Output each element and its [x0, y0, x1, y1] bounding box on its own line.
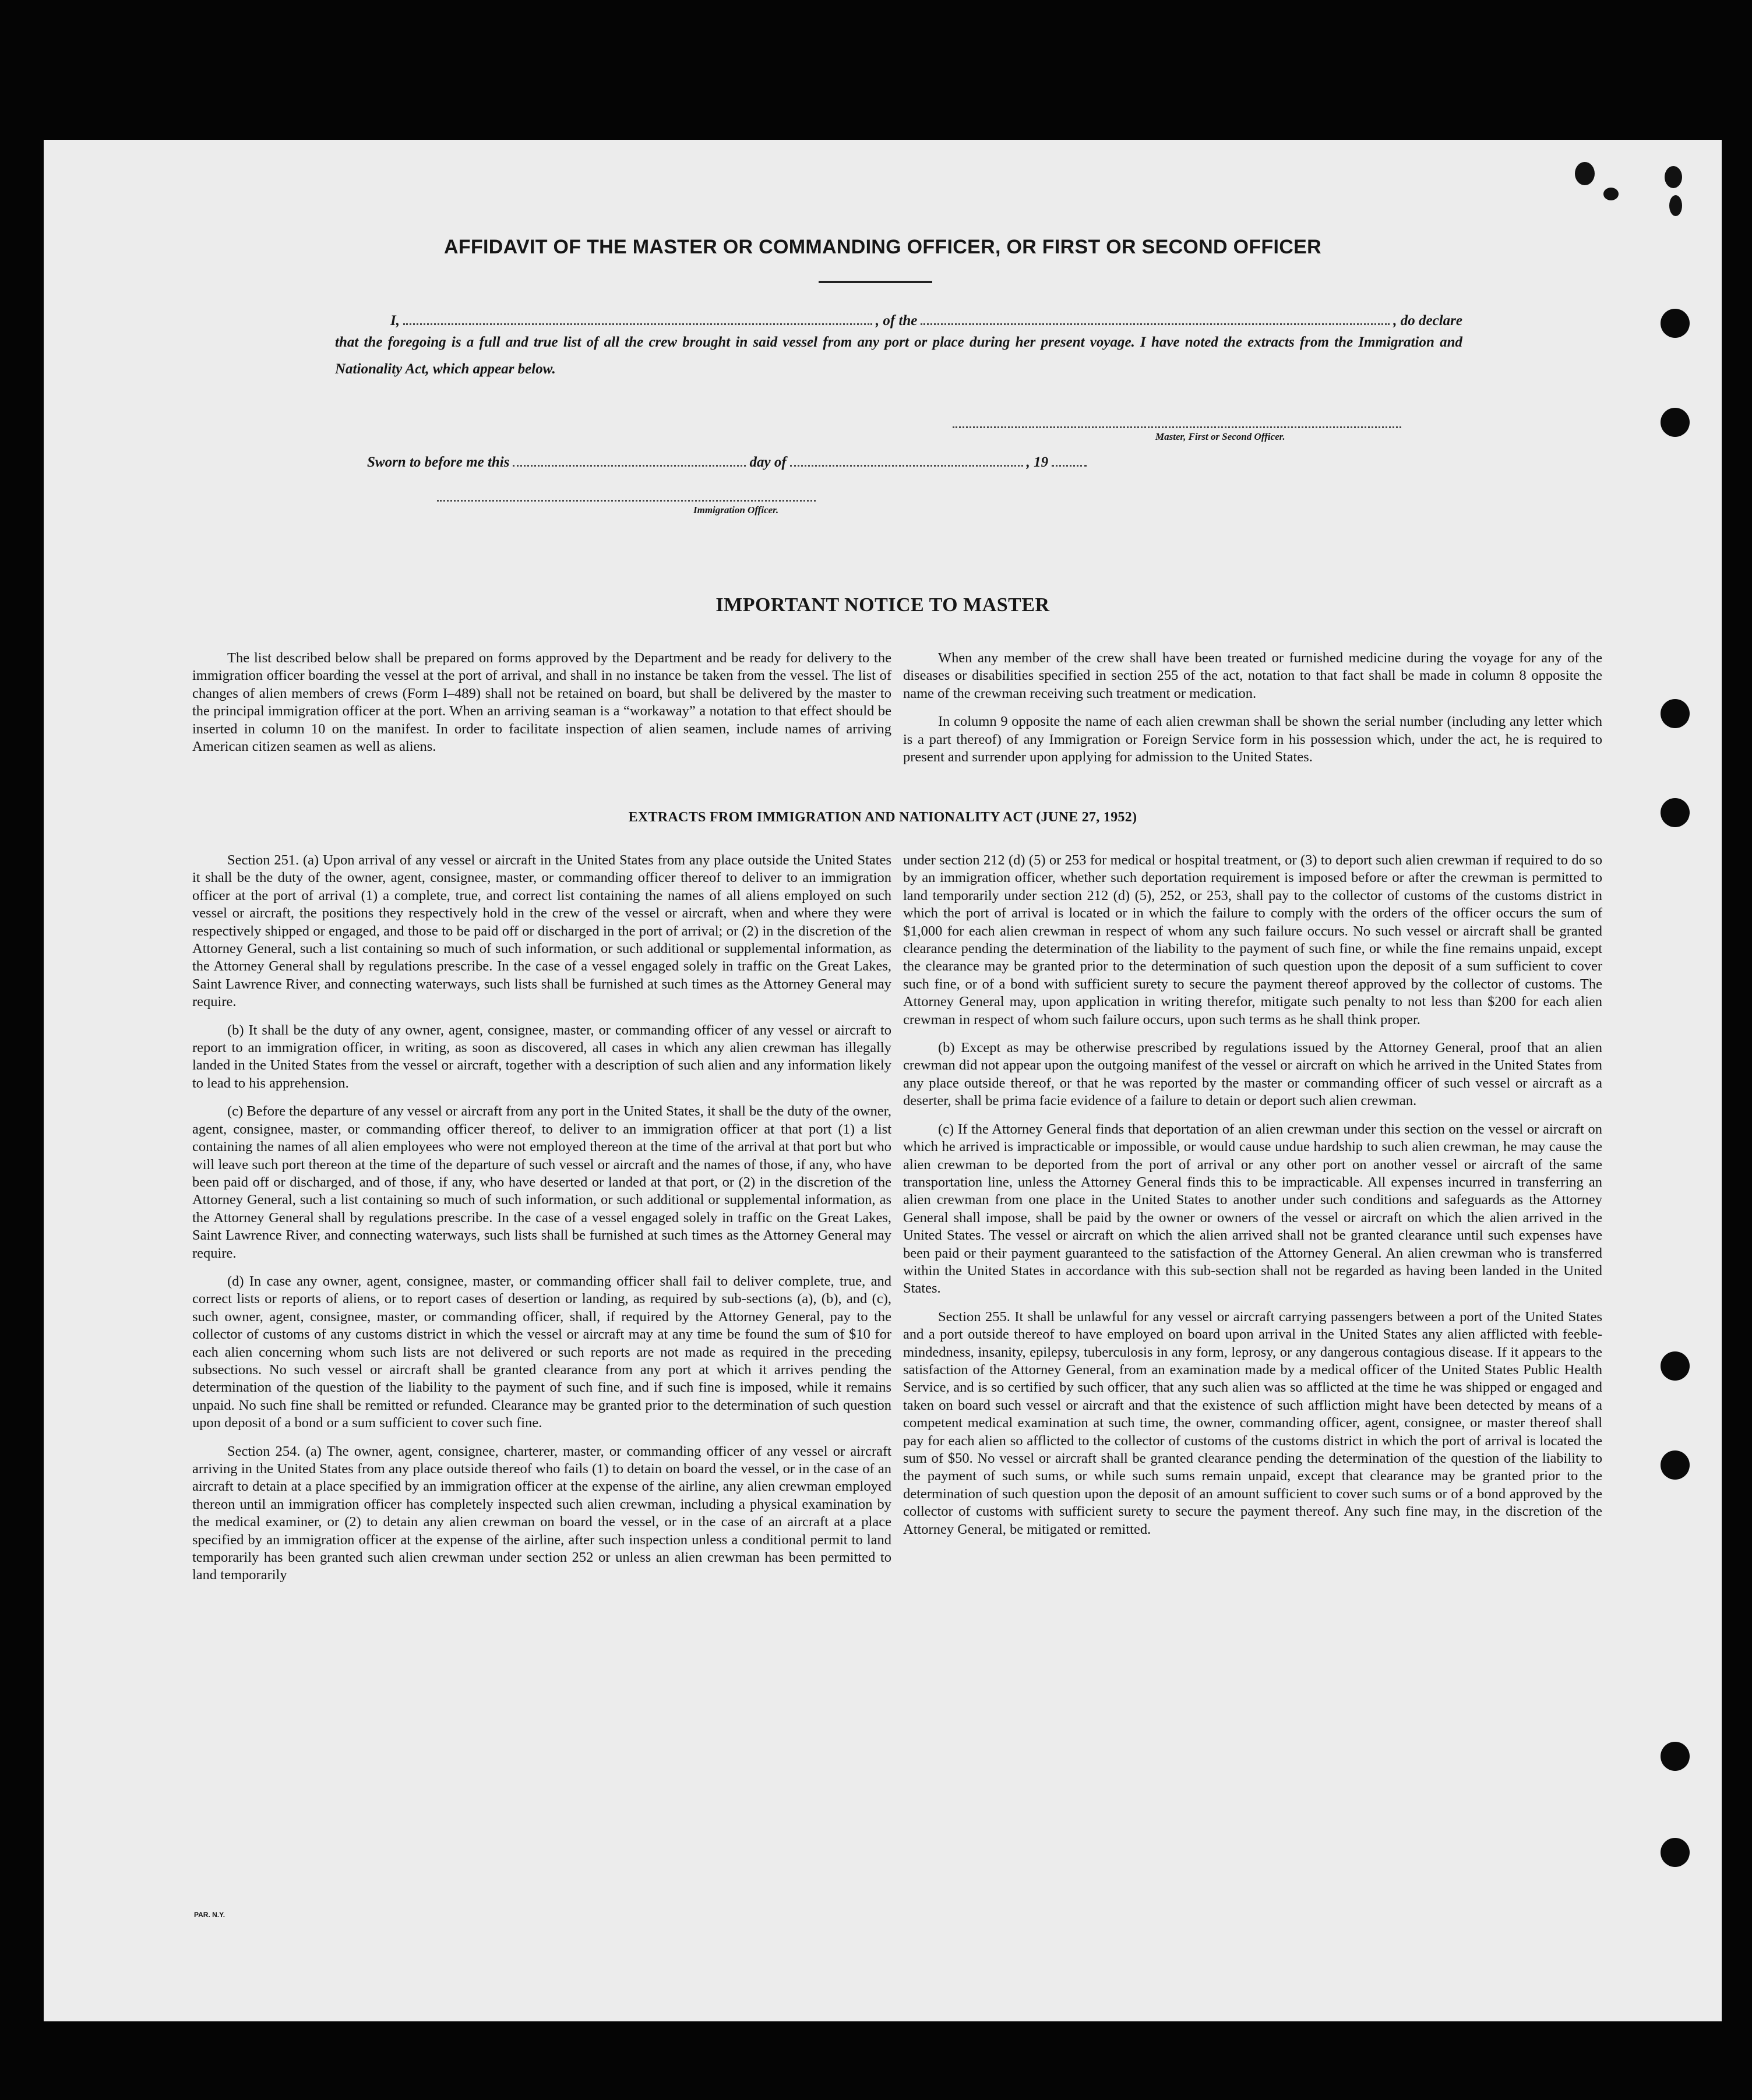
punch-hole [1661, 1742, 1690, 1771]
declarant-name-field[interactable] [403, 312, 872, 325]
vessel-name-field[interactable] [921, 312, 1390, 325]
document-page [44, 140, 1722, 2021]
section-251d: (d) In case any owner, agent, consignee, master, or commanding officer shall fail to deliver complete, true, and correct lists or reports of aliens, or to report cases of desertion or landing, as required by sub-sections (a), (b), and (c), such owner, agent, consignee, master, or commanding officer, shall, if required by the Attorney General, pay to the collector of customs of any customs district in which the vessel or aircraft may at any time be found the sum of $10 for each alien concerning whom such lists are not delivered or such reports are not made as required in the preceding subsections. No such vessel or aircraft shall be granted clearance from any port at which it arrives pending the determination of the question of the liability to the payment of such fine, and if such fine is imposed, while it remains unpaid. No such fine shall be remitted or refunded. Clearance may be granted prior to the determination of such question upon deposit of a bond or a sum sufficient to cover such fine. [192, 1273, 891, 1431]
notice-left-column [192, 650, 891, 756]
ink-blot [1665, 166, 1682, 188]
extracts-right-column [903, 852, 1602, 1538]
of-the-label: , of the [875, 313, 918, 329]
master-signature-line[interactable] [953, 426, 1401, 428]
punch-hole [1661, 408, 1690, 437]
punch-hole [1661, 309, 1690, 338]
notice-title: IMPORTANT NOTICE TO MASTER [715, 594, 1050, 616]
do-declare-label: , do declare [1393, 313, 1463, 329]
section-251b: (b) It shall be the duty of any owner, agent, consignee, master, or commanding officer of any vessel or aircraft to report to an immigration officer, in writing, as soon as discovered, all cases in which any alien crewman has illegally landed in the United States from the vessel or aircraft, together with a description of such alien and any information likely to lead to his apprehension. [192, 1022, 891, 1091]
punch-hole [1661, 699, 1690, 728]
notice-paragraph: The list described below shall be prepared on forms approved by the Department and be ready for delivery to the immigration officer boarding the vessel at the port of arrival, and shall in no instance be taken from the vessel. The list of changes of alien members of crews (Form I–489) shall not be retained on board, but shall be delivered by the master to the principal immigration officer at the port. When an arriving seaman is a “workaway” a notation to that effect should be inserted in column 10 on the manifest. In order to facilitate inspection of alien seamen, include names of arriving American citizen seamen as well as aliens. [192, 650, 891, 755]
officer-signature-label: Immigration Officer. [693, 504, 779, 516]
section-254a: Section 254. (a) The owner, agent, consignee, charterer, master, or commanding officer of any vessel or aircraft arriving in the United States from any place outside thereof who fails (1) to detain on board the vessel, or in the case of an aircraft to detain at a place specified by an immigration officer at the expense of the airline, any alien crewman employed thereon until an immigration officer has completely inspected such alien crewman, including a physical examination by the medical examiner, or (2) to detain any alien crewman on board the vessel, or in the case of an aircraft at a place specified by an immigration officer at the expense of the airline, after such inspection unless a conditional permit to land temporarily has been granted such alien crewman under section 252 or unless an alien crewman has been permitted to land temporarily [192, 1443, 891, 1583]
section-254b: (b) Except as may be otherwise prescribed by regulations issued by the Attorney General, proof that an alien crewman did not appear upon the outgoing manifest of the vessel or aircraft on which he arrived in the United States from any place outside thereof, or that he was reported by the master or commanding officer of such vessel or aircraft as a deserter, shall be prima facie evidence of a failure to detain or deport such alien crewman. [903, 1040, 1602, 1109]
affidavit-title: AFFIDAVIT OF THE MASTER OR COMMANDING OFFICER, OR FIRST OR SECOND OFFICER [444, 236, 1321, 258]
declaration-first-line [335, 312, 1462, 329]
sworn-day-field[interactable] [513, 453, 746, 467]
section-251c: (c) Before the departure of any vessel or aircraft from any port in the United States, it shall be the duty of the owner, agent, consignee, master, or commanding officer thereof, to deliver to an immigration officer at that port (1) a list containing the names of all alien employees who were not employed thereon at the time of the arrival at that port but who will leave such port thereon at the time of the departure of such vessel or aircraft and the names of those, if any, who have been paid off or discharged, and of those, if any, who have deserted or landed at that port, or (2) in the discretion of the Attorney General, such a list containing so much of such information, or such additional or supplemental information, as the Attorney General shall by regulations prescribe. In the case of a vessel engaged solely in traffic on the Great Lakes, Saint Lawrence River, and connecting waterways, such lists shall be furnished at such times as the Attorney General may require. [192, 1103, 891, 1261]
ink-blot [1603, 188, 1619, 200]
ink-blot [1575, 162, 1595, 185]
notice-paragraph: When any member of the crew shall have been treated or furnished medicine during the voyage for any of the diseases or disabilities specified in section 255 of the act, notation to that fact shall be made in column 8 opposite the name of the crewman receiving such treatment or medication. [903, 650, 1602, 701]
section-254a-continued: under section 212 (d) (5) or 253 for medical or hospital treatment, or (3) to deport such alien crewman if required to do so by an immigration officer, whether such deportation requirement is imposed before or after the crewman is permitted to land temporarily under section 212 (d) (5), 252, or 253, shall pay to the collector of customs of the customs district in which the port of arrival is located or in which the failure to comply with the orders of the officer occurs the sum of $1,000 for each alien crewman in respect of whom any such failure occurs. No such vessel or aircraft shall be granted clearance pending the determination of the liability to the payment of such fine, or while the fine remains unpaid, except the clearance may be granted prior to the determination of such question upon the deposit of a sum sufficient to cover such fine, or of a bond with sufficient surety to secure the payment thereof approved by the collector of customs. The Attorney General may, upon application in writing therefor, mitigate such penalty to not less than $200 for each alien crewman in respect of whom such failure occurs, upon such terms as he shall think proper. [903, 852, 1602, 1028]
sworn-month-field[interactable] [790, 453, 1023, 467]
section-255: Section 255. It shall be unlawful for any vessel or aircraft carrying passengers between a port of the United States and a port outside thereof to have employed on board upon arrival in the United States any alien afflicted with feeble-mindedness, insanity, epilepsy, tuberculosis in any form, leprosy, or any dangerous contagious disease. If it appears to the satisfaction of the Attorney General, from an examination made by a medical officer of the United States Public Health Service, and is so certified by such officer, that any such alien was so afflicted at the time he was shipped or engaged and taken on board such vessel or aircraft and that the existence of such affliction might have been detected by means of a competent medical examination at such time, the owner, commanding officer, agent, consignee, or master thereof shall pay for each alien so afflicted to the collector of customs of the customs district in which the port of arrival is located the sum of $50. No vessel or aircraft shall be granted clearance pending the determination of the question of the liability to the payment of such sums, or while such sums remain unpaid, except that clearance may be granted prior to the determination of such question upon the deposit of an amount sufficient to cover such sums or of a bond approved by the collector of customs with sufficient surety to secure the payment thereof. Any such fine may, in the discretion of the Attorney General, be mitigated or remitted. [903, 1308, 1602, 1537]
sworn-prefix: Sworn to before me this [367, 454, 510, 470]
extracts-title: EXTRACTS FROM IMMIGRATION AND NATIONALITY ACT (JUNE 27, 1952) [628, 810, 1137, 825]
extracts-left-column [192, 852, 891, 1584]
master-signature-label: Master, First or Second Officer. [1155, 431, 1285, 442]
punch-hole [1661, 1838, 1690, 1867]
day-of-label: day of [749, 454, 787, 470]
punch-hole [1661, 1351, 1690, 1381]
ink-blot [1669, 195, 1682, 216]
section-254c: (c) If the Attorney General finds that deportation of an alien crewman under this section on the vessel or aircraft on which he arrived is impracticable or impossible, or would cause undue hardship to such alien crewman, he may cause the alien crewman to be deported from the port of arrival or any other port on another vessel or aircraft of the same transportation line, unless the Attorney General finds this to be impracticable. All expenses incurred in transferring an alien crewman from one place in the United States to another under such conditions and safeguards as the Attorney General shall impose, shall be paid by the owner or owners of the vessel or aircraft on which the alien arrived in the United States. The vessel or aircraft on which the alien arrived shall not be granted clearance until such expenses have been paid or their payment guaranteed to the satisfaction of the Attorney General. An alien crewman who is transferred within the United States in accordance with this sub-section shall not be regarded as having been landed in the United States. [903, 1121, 1602, 1297]
declaration-block [335, 312, 1462, 383]
sworn-year-field[interactable] [1052, 453, 1087, 467]
printer-mark: PAR. N.Y. [194, 1911, 225, 1919]
punch-hole [1661, 1450, 1690, 1480]
section-251a: Section 251. (a) Upon arrival of any vessel or aircraft in the United States from any place outside the United States it shall be the duty of the owner, agent, consignee, master, or commanding officer thereof to deliver to an immigration officer at the port of arrival (1) a complete, true, and correct list containing the names of all aliens employed on such vessel or aircraft, the positions they respectively hold in the crew of the vessel or aircraft, when and where they were respectively shipped or engaged, and those to be paid off or discharged in the port of arrival; or (2) in the discretion of the Attorney General, such a list containing so much of such information, or such additional or supplemental information, as the Attorney General shall by regulations prescribe. In the case of a vessel engaged solely in traffic on the Great Lakes, Saint Lawrence River, and connecting waterways, such lists shall be furnished at such times as the Attorney General may require. [192, 852, 891, 1010]
sworn-line [367, 453, 1206, 471]
officer-signature-line[interactable] [437, 500, 816, 502]
notice-paragraph: In column 9 opposite the name of each alien crewman shall be shown the serial number (including any letter which is a part thereof) of any Immigration or Foreign Service form in his possession which, under the act, he is required to present and surrender upon applying for admission to the United States. [903, 714, 1602, 765]
declaration-text: that the foregoing is a full and true list of all the crew brought in said vessel from any port or place during her present voyage. I have noted the extracts from the Immigration and Nationality Act, which appear below. [335, 334, 1462, 377]
declarant-prefix: I, [390, 313, 400, 329]
title-divider [819, 281, 932, 283]
notice-right-column [903, 650, 1602, 766]
year-prefix: , 19 [1026, 454, 1049, 470]
